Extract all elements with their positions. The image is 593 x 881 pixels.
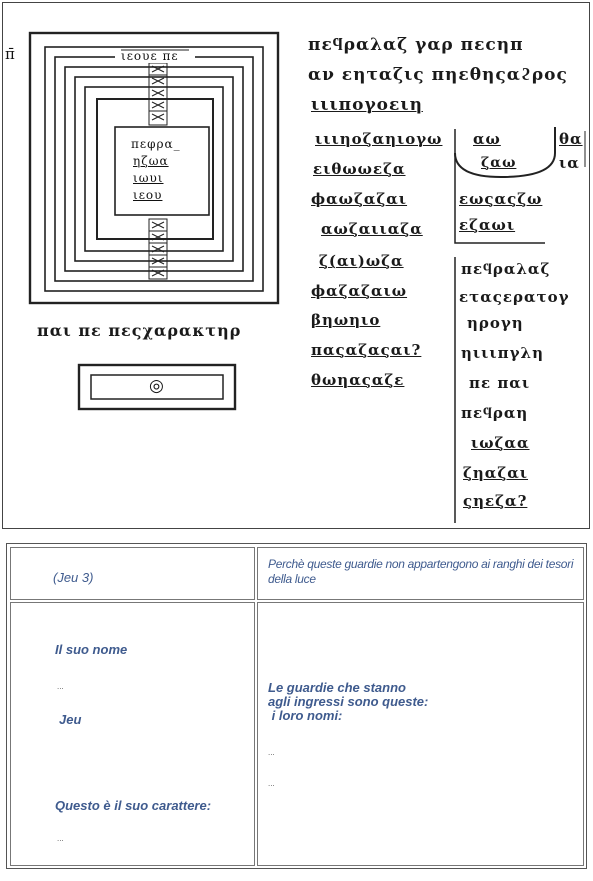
- left-line: ...: [57, 682, 64, 691]
- ladder-top: [149, 63, 167, 125]
- diagram-top-label: ιεουε πε: [121, 49, 179, 63]
- text-line: αν εηταζις πηεθηςαϩρος: [308, 65, 568, 85]
- header-cell-left: [10, 547, 255, 600]
- name-item: ϕαωζαζαι: [311, 190, 408, 208]
- text-line: ιιιπογοειη: [311, 95, 423, 115]
- name-item: αω: [473, 130, 501, 148]
- name-item: ιιιηοζαηιογω: [315, 130, 443, 148]
- name-item: ειθωωεζα: [313, 160, 406, 178]
- text-line: ζηαζαι: [463, 464, 529, 482]
- text-line: ςηεζα?: [463, 492, 528, 510]
- text-line: πεϥραλαζ: [461, 260, 551, 278]
- diagram-caption: παι πε πεςχαρακτηρ: [37, 321, 242, 340]
- text-line: πε παι: [469, 374, 531, 392]
- name-item: ϕαζαζαιω: [311, 282, 408, 300]
- name-item: αωζαιιαζα: [321, 220, 423, 238]
- name-item: θωηαςαζε: [311, 371, 405, 389]
- diagram-center-line: πεφρα_: [131, 137, 181, 151]
- name-item: ια: [559, 154, 580, 172]
- left-line: Jeu: [59, 712, 82, 727]
- header-left: (Jeu 3): [53, 570, 94, 585]
- ladder-bottom: [149, 219, 167, 279]
- diagram-center-line: ηζωα: [133, 154, 169, 168]
- name-item: παςαζαςαι?: [311, 341, 422, 359]
- diagram-center-line: ιωυι: [133, 171, 164, 185]
- name-item: βηωηιο: [311, 311, 381, 329]
- seal-icon: ◎: [149, 376, 165, 396]
- right-line: agli ingressi sono queste:: [268, 694, 429, 709]
- text-line: πεϥραη: [461, 404, 529, 422]
- right-line: i loro nomi:: [268, 708, 343, 723]
- text-line: ηιιιπγλη: [461, 344, 544, 362]
- text-line: ιωζαα: [471, 434, 530, 452]
- right-line: Le guardie che stanno: [268, 680, 406, 695]
- diagram-center-line: ιεου: [133, 188, 163, 202]
- header-cell-right: [257, 547, 584, 600]
- page-marker: π̄: [5, 45, 16, 63]
- left-line: Il suo nome: [55, 642, 128, 657]
- right-line: ...: [268, 779, 275, 788]
- name-item: εζαωι: [459, 216, 516, 234]
- text-line: εταςερατογ: [459, 288, 570, 306]
- name-item: ζαω: [481, 155, 517, 171]
- name-item: θα: [559, 130, 583, 148]
- left-line: Questo è il suo carattere:: [55, 798, 212, 813]
- translation-table: [6, 543, 587, 869]
- text-line: πεϥραλαζ γαρ πεϲηπ: [308, 35, 524, 55]
- name-item: εωςαςζω: [459, 190, 543, 208]
- right-line: ...: [268, 748, 275, 757]
- body-cell-right: [257, 602, 584, 866]
- body-cell-left: [10, 602, 255, 866]
- manuscript-image: [2, 2, 590, 529]
- text-line: ηρογη: [467, 314, 524, 332]
- header-right: Perchè queste guardie non appartengono ai ranghi dei tesori della luce: [268, 557, 574, 586]
- left-line: ...: [57, 834, 64, 843]
- name-item: ζ(αι)ωζα: [319, 252, 404, 270]
